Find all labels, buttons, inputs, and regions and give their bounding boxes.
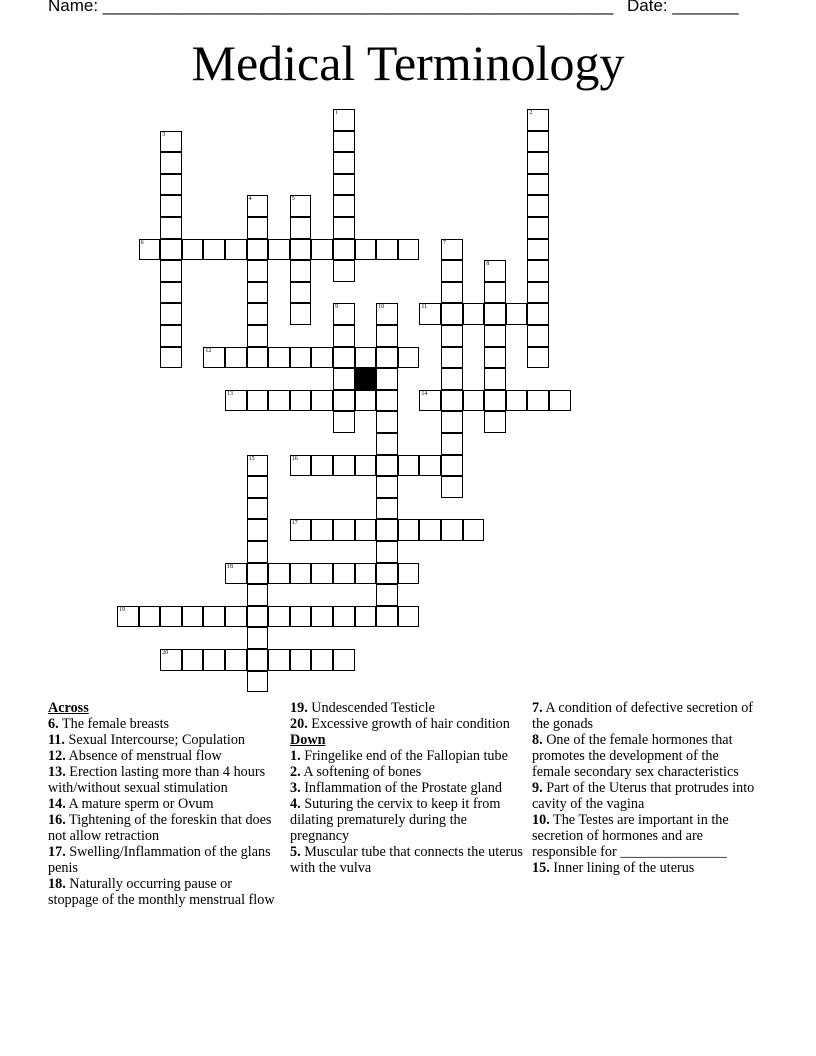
grid-cell[interactable] (441, 260, 463, 282)
grid-block-square (355, 368, 377, 390)
grid-cell[interactable] (484, 303, 506, 325)
grid-cell[interactable] (527, 347, 549, 369)
grid-cell[interactable] (333, 109, 355, 131)
grid-cell[interactable] (247, 217, 269, 239)
grid-cell[interactable] (355, 563, 377, 585)
grid-cell[interactable] (441, 368, 463, 390)
clue-down-8: 8. One of the female hormones that promotes the development of the female secondary sex characteristics (532, 732, 739, 780)
grid-cell[interactable] (355, 455, 377, 477)
grid-cell[interactable] (311, 347, 333, 369)
grid-cell[interactable] (311, 390, 333, 412)
clue-across-19: 19. Undescended Testicle (290, 700, 435, 716)
grid-cell[interactable] (247, 303, 269, 325)
grid-cell[interactable] (527, 195, 549, 217)
grid-cell[interactable] (549, 390, 571, 412)
grid-cell[interactable] (376, 347, 398, 369)
clue-number: 10 (378, 304, 385, 311)
clues-column-3 (532, 700, 760, 876)
clue-across-16: 16. Tightening of the foreskin that does not allow retraction (48, 812, 272, 844)
grid-cell[interactable] (333, 195, 355, 217)
grid-cell[interactable] (527, 260, 549, 282)
grid-cell[interactable] (527, 174, 549, 196)
grid-cell[interactable] (290, 303, 312, 325)
grid-cell[interactable] (484, 390, 506, 412)
grid-cell[interactable] (355, 347, 377, 369)
clue-down-1: 1. Fringelike end of the Fallopian tube (290, 748, 508, 764)
grid-cell[interactable] (160, 649, 182, 671)
grid-cell[interactable] (311, 649, 333, 671)
grid-cell[interactable] (398, 519, 420, 541)
grid-cell[interactable] (376, 519, 398, 541)
grid-cell[interactable] (376, 433, 398, 455)
clue-number: 9 (335, 304, 338, 311)
grid-cell[interactable] (160, 606, 182, 628)
grid-cell[interactable] (247, 390, 269, 412)
grid-cell[interactable] (311, 239, 333, 261)
grid-cell[interactable] (225, 606, 247, 628)
grid-cell[interactable] (247, 563, 269, 585)
grid-cell[interactable] (290, 347, 312, 369)
clue-down-5: 5. Muscular tube that connects the uterus with the vulva (290, 844, 523, 876)
grid-cell[interactable] (484, 347, 506, 369)
grid-cell[interactable] (355, 519, 377, 541)
grid-cell[interactable] (441, 411, 463, 433)
grid-cell[interactable] (247, 584, 269, 606)
grid-cell[interactable] (441, 519, 463, 541)
clue-number: 3 (162, 131, 166, 138)
grid-cell[interactable] (160, 152, 182, 174)
name-field[interactable]: Name: ______________________________________________________ (48, 0, 614, 15)
grid-cell[interactable] (182, 649, 204, 671)
grid-cell[interactable] (225, 649, 247, 671)
grid-cell[interactable] (268, 563, 290, 585)
clue-down-4: 4. Suturing the cervix to keep it from dilating prematurely during the pregnancy (290, 796, 501, 844)
grid-cell[interactable] (484, 368, 506, 390)
grid-cell[interactable] (333, 606, 355, 628)
grid-cell[interactable] (419, 519, 441, 541)
grid-cell[interactable] (527, 239, 549, 261)
grid-cell[interactable] (484, 325, 506, 347)
clue-across-20: 20. Excessive growth of hair condition (290, 716, 510, 732)
grid-cell[interactable] (268, 347, 290, 369)
grid-cell[interactable] (333, 260, 355, 282)
clue-number: 11 (421, 304, 428, 311)
clues-column-2 (290, 700, 526, 876)
clue-across-12: 12. Absence of menstrual flow (48, 748, 222, 764)
grid-cell[interactable] (247, 282, 269, 304)
clue-down-3: 3. Inflammation of the Prostate gland (290, 780, 502, 796)
grid-cell[interactable] (398, 239, 420, 261)
grid-cell[interactable] (311, 563, 333, 585)
grid-cell[interactable] (419, 390, 441, 412)
grid-cell[interactable] (527, 152, 549, 174)
grid-cell[interactable] (160, 131, 182, 153)
clue-number: 15 (248, 455, 255, 462)
grid-cell[interactable] (225, 390, 247, 412)
grid-cell[interactable] (484, 411, 506, 433)
grid-cell[interactable] (376, 390, 398, 412)
grid-cell[interactable] (290, 217, 312, 239)
down-heading: Down (290, 732, 326, 748)
grid-cell[interactable] (527, 325, 549, 347)
grid-cell[interactable] (268, 390, 290, 412)
clue-number: 13 (227, 390, 233, 397)
grid-cell[interactable] (160, 303, 182, 325)
grid-cell[interactable] (376, 498, 398, 520)
clue-number: 1 (335, 110, 338, 116)
grid-cell[interactable] (355, 606, 377, 628)
grid-cell[interactable] (506, 390, 528, 412)
grid-cell[interactable] (484, 282, 506, 304)
grid-cell[interactable] (333, 455, 355, 477)
grid-cell[interactable] (247, 606, 269, 628)
grid-cell[interactable] (333, 563, 355, 585)
grid-cell[interactable] (506, 303, 528, 325)
grid-cell[interactable] (333, 174, 355, 196)
grid-cell[interactable] (160, 260, 182, 282)
grid-cell[interactable] (247, 347, 269, 369)
grid-cell[interactable] (398, 563, 420, 585)
grid-cell[interactable] (527, 131, 549, 153)
grid-cell[interactable] (203, 606, 225, 628)
grid-cell[interactable] (333, 411, 355, 433)
clue-number: 20 (162, 650, 169, 656)
grid-cell[interactable] (333, 325, 355, 347)
grid-cell[interactable] (247, 476, 269, 498)
grid-cell[interactable] (376, 239, 398, 261)
grid-cell[interactable] (247, 519, 269, 541)
grid-cell[interactable] (376, 541, 398, 563)
grid-cell[interactable] (376, 368, 398, 390)
grid-cell[interactable] (290, 239, 312, 261)
grid-cell[interactable] (333, 649, 355, 671)
grid-cell[interactable] (139, 239, 161, 261)
clue-number: 6 (140, 239, 144, 246)
grid-cell[interactable] (225, 563, 247, 585)
grid-cell[interactable] (355, 239, 377, 261)
grid-cell[interactable] (441, 390, 463, 412)
clue-number: 2 (529, 110, 533, 116)
grid-cell[interactable] (333, 347, 355, 369)
grid-cell[interactable] (311, 606, 333, 628)
grid-cell[interactable] (247, 325, 269, 347)
clue-number: 4 (248, 196, 252, 203)
grid-cell[interactable] (290, 455, 312, 477)
grid-cell[interactable] (376, 563, 398, 585)
grid-cell[interactable] (376, 606, 398, 628)
page-title: Medical Terminology (191, 35, 625, 91)
grid-cell[interactable] (247, 195, 269, 217)
grid-cell[interactable] (247, 498, 269, 520)
grid-cell[interactable] (333, 217, 355, 239)
grid-cell[interactable] (441, 347, 463, 369)
grid-cell[interactable] (333, 519, 355, 541)
grid-cell[interactable] (463, 390, 485, 412)
grid-cell[interactable] (527, 109, 549, 131)
grid-cell[interactable] (247, 627, 269, 649)
grid-cell[interactable] (419, 303, 441, 325)
grid-cell[interactable] (247, 455, 269, 477)
grid-cell[interactable] (268, 239, 290, 261)
grid-cell[interactable] (376, 455, 398, 477)
grid-cell[interactable] (441, 455, 463, 477)
grid-cell[interactable] (333, 152, 355, 174)
grid-cell[interactable] (182, 239, 204, 261)
clue-down-2: 2. A softening of bones (290, 764, 422, 780)
grid-cell[interactable] (203, 649, 225, 671)
date-field[interactable]: Date: _______ (627, 0, 739, 15)
grid-cell[interactable] (376, 325, 398, 347)
grid-cell[interactable] (290, 519, 312, 541)
grid-cell[interactable] (527, 303, 549, 325)
grid-cell[interactable] (247, 239, 269, 261)
clue-number: 12 (205, 347, 212, 354)
clue-across-18: 18. Naturally occurring pause or stoppage of the monthly menstrual flow (48, 876, 275, 908)
grid-cell[interactable] (225, 347, 247, 369)
grid-cell[interactable] (290, 282, 312, 304)
clue-number: 16 (291, 455, 298, 462)
clue-across-13: 13. Erection lasting more than 4 hours with/without sexual stimulation (48, 764, 266, 796)
grid-cell[interactable] (398, 606, 420, 628)
grid-cell[interactable] (311, 455, 333, 477)
grid-cell[interactable] (463, 303, 485, 325)
grid-cell[interactable] (160, 195, 182, 217)
grid-cell[interactable] (419, 455, 441, 477)
grid-cell[interactable] (463, 519, 485, 541)
clue-across-17: 17. Swelling/Inflammation of the glans penis (48, 844, 271, 876)
grid-cell[interactable] (160, 174, 182, 196)
grid-cell[interactable] (398, 347, 420, 369)
grid-cell[interactable] (484, 260, 506, 282)
clue-down-10: 10. The Testes are important in the secretion of hormones and are responsible for _______________ (532, 812, 729, 860)
grid-cell[interactable] (290, 563, 312, 585)
clue-across-6: 6. The female breasts (48, 716, 170, 732)
clue-number: 8 (486, 261, 490, 268)
grid-cell[interactable] (441, 303, 463, 325)
clue-number: 7 (443, 239, 446, 246)
grid-cell[interactable] (527, 282, 549, 304)
grid-cell[interactable] (333, 368, 355, 390)
clue-number: 5 (291, 196, 295, 203)
grid-cell[interactable] (311, 519, 333, 541)
grid-cell[interactable] (333, 390, 355, 412)
grid-cell[interactable] (160, 282, 182, 304)
grid-cell[interactable] (290, 606, 312, 628)
grid-cell[interactable] (203, 347, 225, 369)
grid-cell[interactable] (333, 303, 355, 325)
clues-column-1 (48, 700, 278, 908)
grid-cell[interactable] (160, 325, 182, 347)
grid-cell[interactable] (333, 239, 355, 261)
grid-cell[interactable] (441, 282, 463, 304)
grid-cell[interactable] (247, 541, 269, 563)
grid-cell[interactable] (290, 260, 312, 282)
grid-cell[interactable] (290, 649, 312, 671)
across-heading: Across (48, 700, 89, 716)
clue-across-11: 11. Sexual Intercourse; Copulation (48, 732, 246, 748)
grid-cell[interactable] (441, 433, 463, 455)
clue-number: 14 (421, 390, 428, 397)
grid-cell[interactable] (376, 303, 398, 325)
grid-cell[interactable] (333, 131, 355, 153)
grid-cell[interactable] (290, 390, 312, 412)
grid-cell[interactable] (268, 606, 290, 628)
grid-cell[interactable] (441, 325, 463, 347)
grid-cell[interactable] (160, 239, 182, 261)
grid-cell[interactable] (247, 649, 269, 671)
clue-down-9: 9. Part of the Uterus that protrudes into cavity of the vagina (532, 780, 755, 812)
clue-number: 19 (119, 606, 125, 613)
grid-cell[interactable] (139, 606, 161, 628)
grid-cell[interactable] (355, 390, 377, 412)
clue-across-14: 14. A mature sperm or Ovum (48, 796, 214, 812)
grid-cell[interactable] (441, 476, 463, 498)
clue-number: 17 (291, 520, 298, 527)
clue-down-15: 15. Inner lining of the uterus (532, 860, 695, 876)
grid-cell[interactable] (182, 606, 204, 628)
grid-cell[interactable] (441, 239, 463, 261)
grid-cell[interactable] (160, 217, 182, 239)
grid-cell[interactable] (527, 217, 549, 239)
grid-cell[interactable] (203, 239, 225, 261)
grid-cell[interactable] (117, 606, 139, 628)
grid-cell[interactable] (376, 411, 398, 433)
grid-cell[interactable] (225, 239, 247, 261)
grid-cell[interactable] (376, 584, 398, 606)
grid-cell[interactable] (376, 476, 398, 498)
grid-cell[interactable] (160, 347, 182, 369)
clue-number: 18 (227, 563, 233, 570)
grid-cell[interactable] (398, 455, 420, 477)
grid-cell[interactable] (268, 649, 290, 671)
grid-cell[interactable] (290, 195, 312, 217)
grid-cell[interactable] (247, 260, 269, 282)
clue-down-7: 7. A condition of defective secretion of the gonads (532, 700, 754, 732)
grid-cell[interactable] (527, 390, 549, 412)
grid-cell[interactable] (247, 671, 269, 693)
